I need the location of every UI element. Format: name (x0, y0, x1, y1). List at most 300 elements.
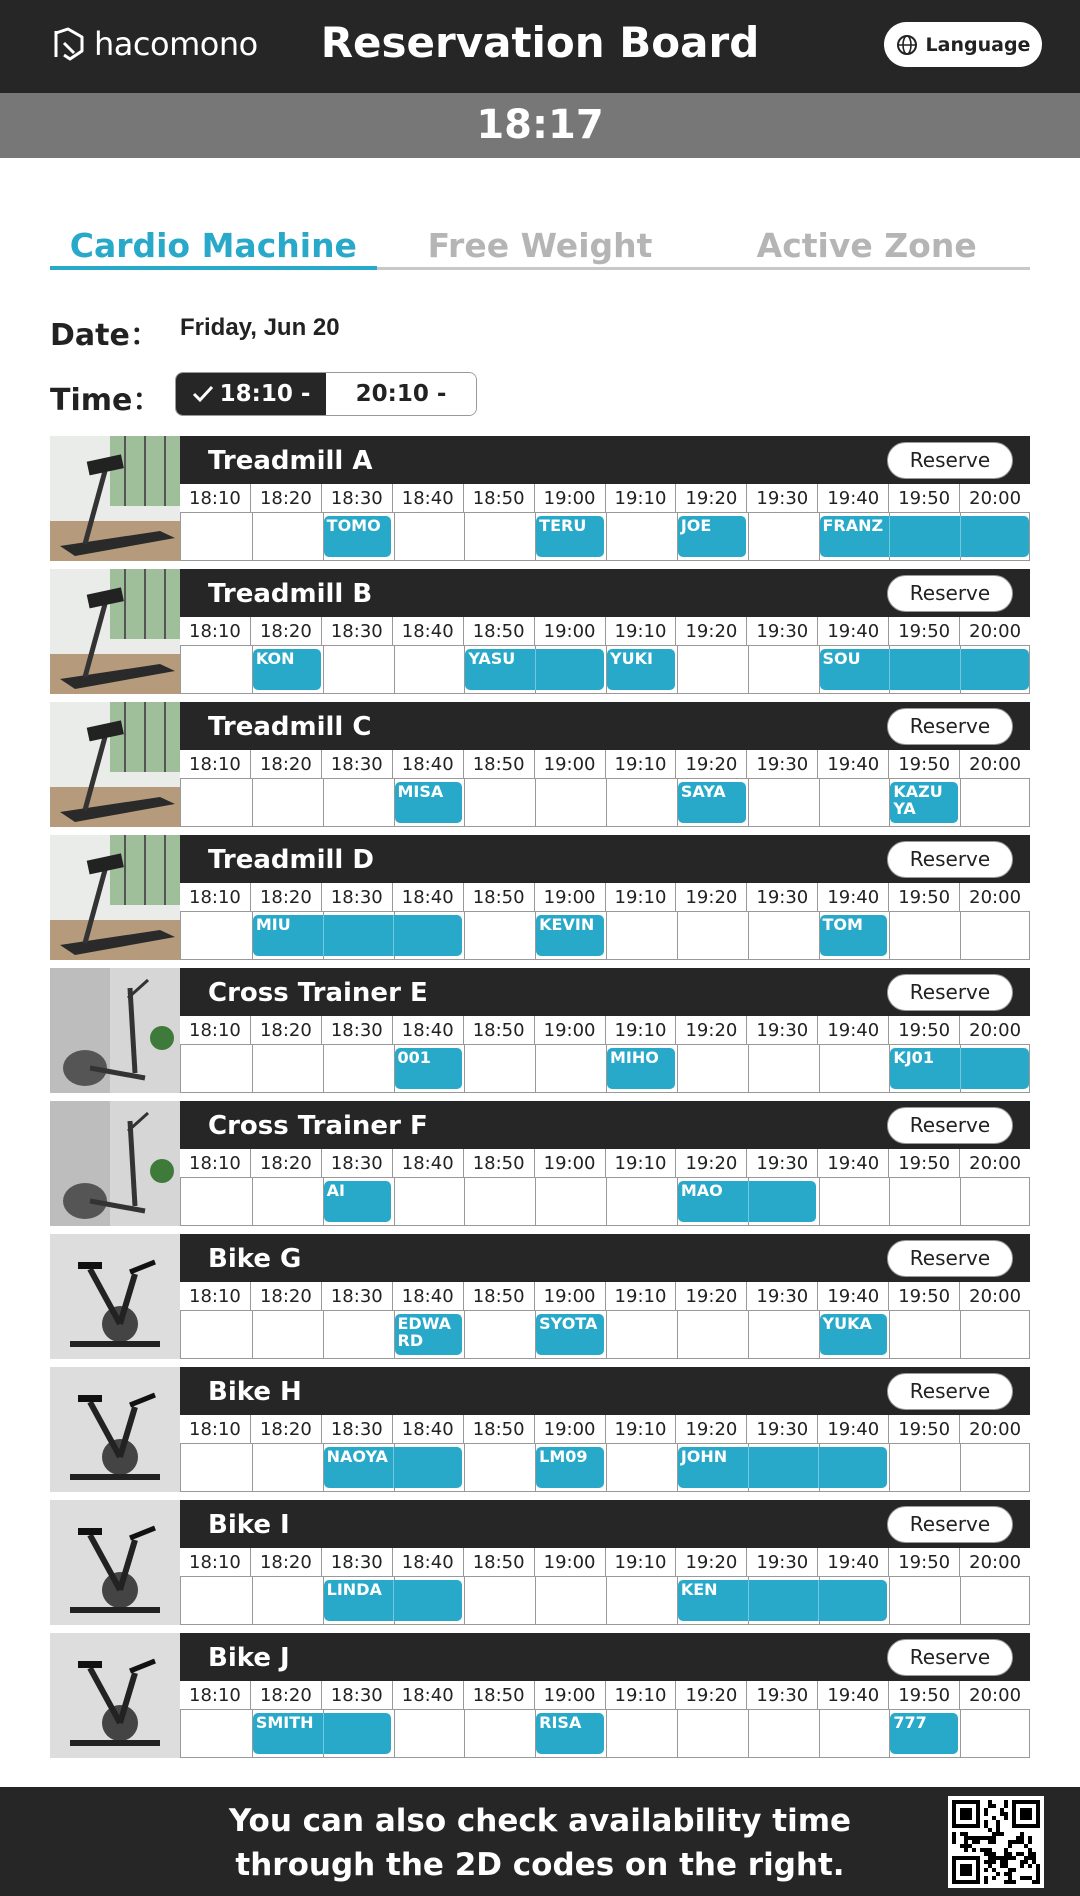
slot-divider (677, 1311, 678, 1358)
time-header-row (180, 1282, 1030, 1311)
time-slot-label: 18:40 (392, 1016, 463, 1044)
time-slot-label: 20:00 (959, 617, 1030, 645)
reserve-button[interactable]: Reserve (887, 1639, 1013, 1676)
time-slot-label: 18:30 (321, 1016, 392, 1044)
slot-divider (535, 1577, 536, 1624)
time-slot-label: 19:00 (534, 1548, 605, 1576)
reserve-button[interactable]: Reserve (887, 974, 1013, 1011)
time-slot-label: 18:30 (321, 1548, 392, 1576)
time-slot-label: 18:50 (463, 1548, 534, 1576)
time-header-row (180, 1415, 1030, 1444)
time-slot-label: 20:00 (959, 1415, 1030, 1443)
time-slot-label: 18:10 (189, 1419, 241, 1440)
reserve-button[interactable]: Reserve (887, 1373, 1013, 1410)
bike-image (50, 1500, 180, 1625)
booking-name: MAO (680, 1181, 723, 1200)
slot-divider (252, 1444, 253, 1491)
booking-block[interactable] (607, 1048, 675, 1089)
booking-name: YUKI (610, 649, 653, 668)
booking-divider (960, 1048, 961, 1089)
booking-block[interactable] (890, 1713, 958, 1754)
booking-name: KAZU YA (893, 782, 943, 818)
booking-name: MIHO (610, 1048, 659, 1067)
slot-divider (606, 1710, 607, 1757)
time-slot-label: 19:10 (605, 883, 676, 911)
machine-header (180, 1500, 1030, 1548)
booking-name: KJ01 (893, 1048, 934, 1067)
slot-divider (464, 1444, 465, 1491)
time-slot-label: 19:30 (746, 484, 817, 512)
time-slot-label: 18:10 (189, 754, 241, 775)
time-slot-label: 19:10 (605, 1016, 676, 1044)
booking-divider (818, 1580, 819, 1621)
time-slot-label: 18:30 (321, 1282, 392, 1310)
booking-divider (818, 1447, 819, 1488)
time-slot-label: 19:50 (888, 750, 959, 778)
slot-divider (323, 646, 324, 693)
time-slot-label: 19:40 (817, 1282, 888, 1310)
booking-block[interactable] (465, 649, 604, 690)
booking-block[interactable] (536, 915, 604, 956)
time-slot-label: 18:40 (392, 617, 463, 645)
booking-name: TERU (539, 516, 587, 535)
time-slot-label: 19:40 (817, 1681, 888, 1709)
time-slot-label: 20:00 (959, 1681, 1030, 1709)
booking-name: KEN (680, 1580, 718, 1599)
booking-name: LINDA (326, 1580, 382, 1599)
time-slot-label: 18:10 (189, 1552, 241, 1573)
booking-name: 777 (893, 1713, 927, 1732)
reserve-button[interactable]: Reserve (887, 841, 1013, 878)
time-slot-label: 18:40 (392, 883, 463, 911)
time-option-2010[interactable] (326, 373, 476, 415)
slot-divider (606, 779, 607, 826)
time-label: Time： (50, 383, 163, 418)
time-slot-label: 19:00 (534, 1415, 605, 1443)
booking-name: KEVIN (539, 915, 595, 934)
booking-block[interactable] (678, 1447, 888, 1488)
time-slot-label: 19:40 (817, 484, 888, 512)
time-slot-label: 18:50 (463, 484, 534, 512)
time-header-row (180, 617, 1030, 646)
slot-divider (606, 1178, 607, 1225)
machine-name: Bike H (208, 1377, 302, 1407)
slot-divider (464, 513, 465, 560)
time-slot-label: 19:10 (605, 1548, 676, 1576)
time-header-row (180, 750, 1030, 779)
slot-row (180, 1178, 1030, 1226)
booking-divider (323, 915, 324, 956)
booking-name: TOM (822, 915, 863, 934)
reserve-button[interactable]: Reserve (887, 708, 1013, 745)
machine-list (50, 436, 1030, 1766)
machine-card (50, 1367, 1030, 1492)
time-slot-label: 19:40 (817, 1548, 888, 1576)
tab-active-zone[interactable]: Active Zone (756, 226, 977, 265)
time-header-row (180, 1681, 1030, 1710)
time-slot-label: 18:50 (463, 883, 534, 911)
booking-block[interactable] (324, 1181, 392, 1222)
slot-divider (889, 1311, 890, 1358)
slot-divider (960, 1178, 961, 1225)
booking-block[interactable] (678, 1580, 888, 1621)
machine-header (180, 1101, 1030, 1149)
time-slot-label: 19:50 (888, 1548, 959, 1576)
slot-divider (889, 912, 890, 959)
bike-image (50, 1234, 180, 1359)
booking-divider (889, 516, 890, 557)
slot-divider (464, 779, 465, 826)
booking-block[interactable] (324, 1447, 463, 1488)
slot-divider (323, 1045, 324, 1092)
current-time: 18:17 (476, 102, 604, 148)
page-title: Reservation Board (320, 18, 760, 67)
time-slot-label: 19:20 (675, 1415, 746, 1443)
slot-divider (394, 1710, 395, 1757)
time-slot-label: 19:20 (675, 1681, 746, 1709)
slot-divider (606, 912, 607, 959)
time-slot-label: 19:00 (534, 1681, 605, 1709)
booking-name: JOHN (680, 1447, 728, 1466)
booking-name: AI (326, 1181, 345, 1200)
time-slot-label: 19:30 (746, 1282, 817, 1310)
reserve-button[interactable]: Reserve (887, 1240, 1013, 1277)
time-slot-label: 19:10 (605, 750, 676, 778)
time-slot-label: 18:40 (392, 484, 463, 512)
slot-divider (394, 1178, 395, 1225)
machine-name: Bike G (208, 1244, 302, 1274)
reserve-button[interactable]: Reserve (887, 442, 1013, 479)
treadmill-image (50, 569, 180, 694)
time-slot-label: 19:50 (888, 1415, 959, 1443)
booking-block[interactable] (536, 1447, 604, 1488)
time-slot-label: 18:10 (189, 887, 241, 908)
booking-block[interactable] (395, 782, 463, 823)
machine-card (50, 569, 1030, 694)
slot-divider (606, 1311, 607, 1358)
treadmill-image (50, 702, 180, 827)
reserve-button[interactable]: Reserve (887, 575, 1013, 612)
machine-name: Treadmill A (208, 446, 373, 476)
slot-divider (748, 779, 749, 826)
time-slot-label: 19:30 (746, 1016, 817, 1044)
booking-name: LM09 (539, 1447, 588, 1466)
time-slot-label: 18:20 (250, 1282, 321, 1310)
reserve-button[interactable]: Reserve (887, 1506, 1013, 1543)
slot-row (180, 1045, 1030, 1093)
slot-divider (960, 1444, 961, 1491)
time-slot-label: 20:00 (959, 1548, 1030, 1576)
booking-block[interactable] (253, 649, 321, 690)
time-slot-label: 18:20 (250, 484, 321, 512)
time-slot-label: 19:10 (605, 1149, 676, 1177)
time-slot-label: 18:50 (463, 1016, 534, 1044)
machine-card (50, 436, 1030, 561)
time-slot-label: 18:40 (392, 750, 463, 778)
elliptical-image (50, 1101, 180, 1226)
booking-divider (748, 1447, 749, 1488)
booking-block[interactable] (820, 649, 1030, 690)
slot-divider (606, 1444, 607, 1491)
time-slot-label: 19:50 (888, 1149, 959, 1177)
machine-header (180, 1234, 1030, 1282)
checkmark-icon (192, 385, 214, 403)
slot-divider (748, 646, 749, 693)
slot-row (180, 1444, 1030, 1492)
slot-divider (394, 513, 395, 560)
time-slot-label: 19:00 (534, 883, 605, 911)
booking-block[interactable] (536, 516, 604, 557)
time-slot-label: 19:20 (675, 1016, 746, 1044)
machine-header (180, 1633, 1030, 1681)
time-slot-label: 18:30 (321, 1415, 392, 1443)
time-slot-label: 19:20 (675, 750, 746, 778)
time-slot-label: 19:50 (888, 1016, 959, 1044)
time-slot-label: 19:20 (675, 1282, 746, 1310)
time-slot-label: 19:30 (746, 750, 817, 778)
booking-divider (393, 915, 394, 956)
treadmill-image (50, 835, 180, 960)
slot-divider (748, 1311, 749, 1358)
booking-divider (748, 1580, 749, 1621)
machine-name: Cross Trainer E (208, 978, 428, 1008)
time-slot-label: 19:30 (746, 1681, 817, 1709)
machine-header (180, 835, 1030, 883)
time-slot-label: 19:30 (746, 1415, 817, 1443)
booking-block[interactable] (324, 516, 392, 557)
time-slot-label: 19:40 (817, 750, 888, 778)
time-slot-label: 18:40 (392, 1415, 463, 1443)
machine-header (180, 702, 1030, 750)
time-slot-label: 18:10 (189, 1020, 241, 1041)
time-slot-label: 19:10 (605, 1681, 676, 1709)
machine-header (180, 569, 1030, 617)
slot-divider (677, 646, 678, 693)
footer-message (180, 1799, 900, 1887)
booking-block[interactable] (820, 915, 888, 956)
time-slot-label: 19:50 (888, 484, 959, 512)
machine-header (180, 968, 1030, 1016)
booking-name: SAYA (680, 782, 726, 801)
booking-block[interactable] (820, 1314, 888, 1355)
slot-divider (889, 1577, 890, 1624)
time-slot-label: 18:30 (321, 1149, 392, 1177)
footer-line-2: through the 2D codes on the right. (235, 1847, 845, 1883)
booking-block[interactable] (678, 516, 746, 557)
time-slot-label: 18:10 (189, 488, 241, 509)
time-slot-label: 19:00 (534, 1282, 605, 1310)
time-slot-label: 19:00 (534, 1016, 605, 1044)
time-slot-label: 18:50 (463, 617, 534, 645)
booking-divider (960, 516, 961, 557)
time-slot-label: 18:50 (463, 750, 534, 778)
footer-banner (0, 1787, 1080, 1896)
slot-divider (464, 1577, 465, 1624)
booking-divider (889, 649, 890, 690)
booking-name: EDWA RD (397, 1314, 452, 1350)
slot-divider (606, 1577, 607, 1624)
time-header-row (180, 1016, 1030, 1045)
time-slot-label: 20:00 (959, 750, 1030, 778)
time-slot-label: 18:50 (463, 1415, 534, 1443)
slot-divider (252, 513, 253, 560)
booking-block[interactable] (536, 1713, 604, 1754)
slot-divider (323, 1311, 324, 1358)
machine-header (180, 1367, 1030, 1415)
app-header (0, 0, 1080, 93)
time-slot-label: 18:30 (321, 750, 392, 778)
slot-divider (748, 1045, 749, 1092)
time-slot-label: 19:50 (888, 1681, 959, 1709)
time-slot-label: 18:30 (321, 1681, 392, 1709)
time-slot-label: 18:20 (250, 1149, 321, 1177)
elliptical-image (50, 968, 180, 1093)
time-slot-label: 18:20 (250, 617, 321, 645)
bike-image (50, 1633, 180, 1758)
bike-image (50, 1367, 180, 1492)
time-slot-label: 19:40 (817, 617, 888, 645)
booking-block[interactable] (253, 1713, 392, 1754)
slot-divider (464, 1045, 465, 1092)
booking-block[interactable] (253, 915, 463, 956)
time-slot-label: 19:30 (746, 883, 817, 911)
language-button[interactable] (884, 22, 1042, 67)
time-header-row (180, 484, 1030, 513)
time-slot-label: 19:00 (534, 750, 605, 778)
machine-name: Bike J (208, 1643, 290, 1673)
slot-divider (677, 1710, 678, 1757)
tab-cardio-machine[interactable]: Cardio Machine (50, 220, 377, 267)
slot-divider (464, 912, 465, 959)
time-slot-label: 19:30 (746, 1149, 817, 1177)
slot-row (180, 1710, 1030, 1758)
booking-block[interactable] (820, 516, 1030, 557)
machine-card (50, 1633, 1030, 1758)
slot-divider (535, 779, 536, 826)
machine-name: Treadmill C (208, 712, 372, 742)
slot-row (180, 513, 1030, 561)
booking-block[interactable] (395, 1048, 463, 1089)
slot-divider (889, 1444, 890, 1491)
booking-block[interactable] (536, 1314, 604, 1355)
time-slot-label: 19:20 (675, 484, 746, 512)
slot-divider (464, 1710, 465, 1757)
booking-name: TOMO (326, 516, 381, 535)
slot-divider (960, 1577, 961, 1624)
time-slot-label: 18:40 (392, 1681, 463, 1709)
slot-row (180, 779, 1030, 827)
time-slot-label: 19:40 (817, 1149, 888, 1177)
time-slot-label: 18:30 (321, 617, 392, 645)
machine-card (50, 968, 1030, 1093)
slot-divider (252, 1311, 253, 1358)
time-slot-label: 18:20 (250, 1415, 321, 1443)
slot-divider (819, 1710, 820, 1757)
booking-name: SOU (822, 649, 861, 668)
time-option-label: 20:10 - (355, 381, 447, 407)
slot-divider (252, 1045, 253, 1092)
time-slot-label: 18:20 (250, 883, 321, 911)
machine-card (50, 1101, 1030, 1226)
time-slot-label: 19:10 (605, 617, 676, 645)
slot-divider (535, 1045, 536, 1092)
slot-row (180, 912, 1030, 960)
time-slot-label: 18:20 (250, 750, 321, 778)
time-slot-label: 20:00 (959, 1282, 1030, 1310)
slot-divider (464, 1178, 465, 1225)
slot-divider (394, 646, 395, 693)
machine-card (50, 702, 1030, 827)
slot-divider (252, 779, 253, 826)
booking-name: MISA (397, 782, 444, 801)
booking-block[interactable] (395, 1314, 463, 1355)
machine-name: Cross Trainer F (208, 1111, 428, 1141)
booking-name: NAOYA (326, 1447, 388, 1466)
time-slot-label: 18:50 (463, 1282, 534, 1310)
date-label: Date： (50, 318, 160, 353)
slot-divider (960, 1311, 961, 1358)
machine-name: Treadmill B (208, 579, 373, 609)
booking-block[interactable] (678, 1181, 817, 1222)
time-slot-label: 18:50 (463, 1681, 534, 1709)
time-slot-label: 19:30 (746, 617, 817, 645)
booking-block[interactable] (890, 1048, 1029, 1089)
booking-divider (393, 1580, 394, 1621)
booking-block[interactable] (324, 1580, 463, 1621)
time-option-label: 18:10 - (219, 381, 311, 407)
logo-text: hacomono (94, 25, 258, 63)
slot-divider (748, 513, 749, 560)
slot-divider (677, 912, 678, 959)
slot-row (180, 1577, 1030, 1625)
category-tabs (50, 220, 1030, 270)
time-slot-label: 20:00 (959, 1016, 1030, 1044)
slot-divider (819, 779, 820, 826)
booking-block[interactable] (607, 649, 675, 690)
time-slot-label: 18:30 (321, 883, 392, 911)
booking-block[interactable] (890, 782, 958, 823)
treadmill-image (50, 436, 180, 561)
time-option-1810[interactable] (176, 373, 326, 415)
reserve-button[interactable]: Reserve (887, 1107, 1013, 1144)
time-header-row (180, 1149, 1030, 1178)
booking-divider (960, 649, 961, 690)
time-slot-label: 19:40 (817, 1016, 888, 1044)
machine-card (50, 1500, 1030, 1625)
slot-divider (819, 1045, 820, 1092)
booking-name: RISA (539, 1713, 582, 1732)
booking-block[interactable] (678, 782, 746, 823)
time-slot-label: 18:20 (250, 1681, 321, 1709)
booking-name: YUKA (822, 1314, 872, 1333)
machine-card (50, 1234, 1030, 1359)
footer-line-1: You can also check availability time (228, 1803, 852, 1839)
slot-row (180, 646, 1030, 694)
time-slot-label: 19:20 (675, 1149, 746, 1177)
tab-free-weight[interactable]: Free Weight (427, 226, 653, 265)
globe-icon (896, 34, 918, 56)
slot-divider (819, 1178, 820, 1225)
time-slot-label: 19:50 (888, 1282, 959, 1310)
slot-divider (748, 912, 749, 959)
booking-name: KON (255, 649, 295, 668)
language-label: Language (925, 33, 1031, 56)
time-header-row (180, 1548, 1030, 1577)
time-slot-label: 19:40 (817, 1415, 888, 1443)
time-slot-label: 18:40 (392, 1149, 463, 1177)
booking-name: YASU (468, 649, 516, 668)
time-slot-label: 19:10 (605, 1415, 676, 1443)
